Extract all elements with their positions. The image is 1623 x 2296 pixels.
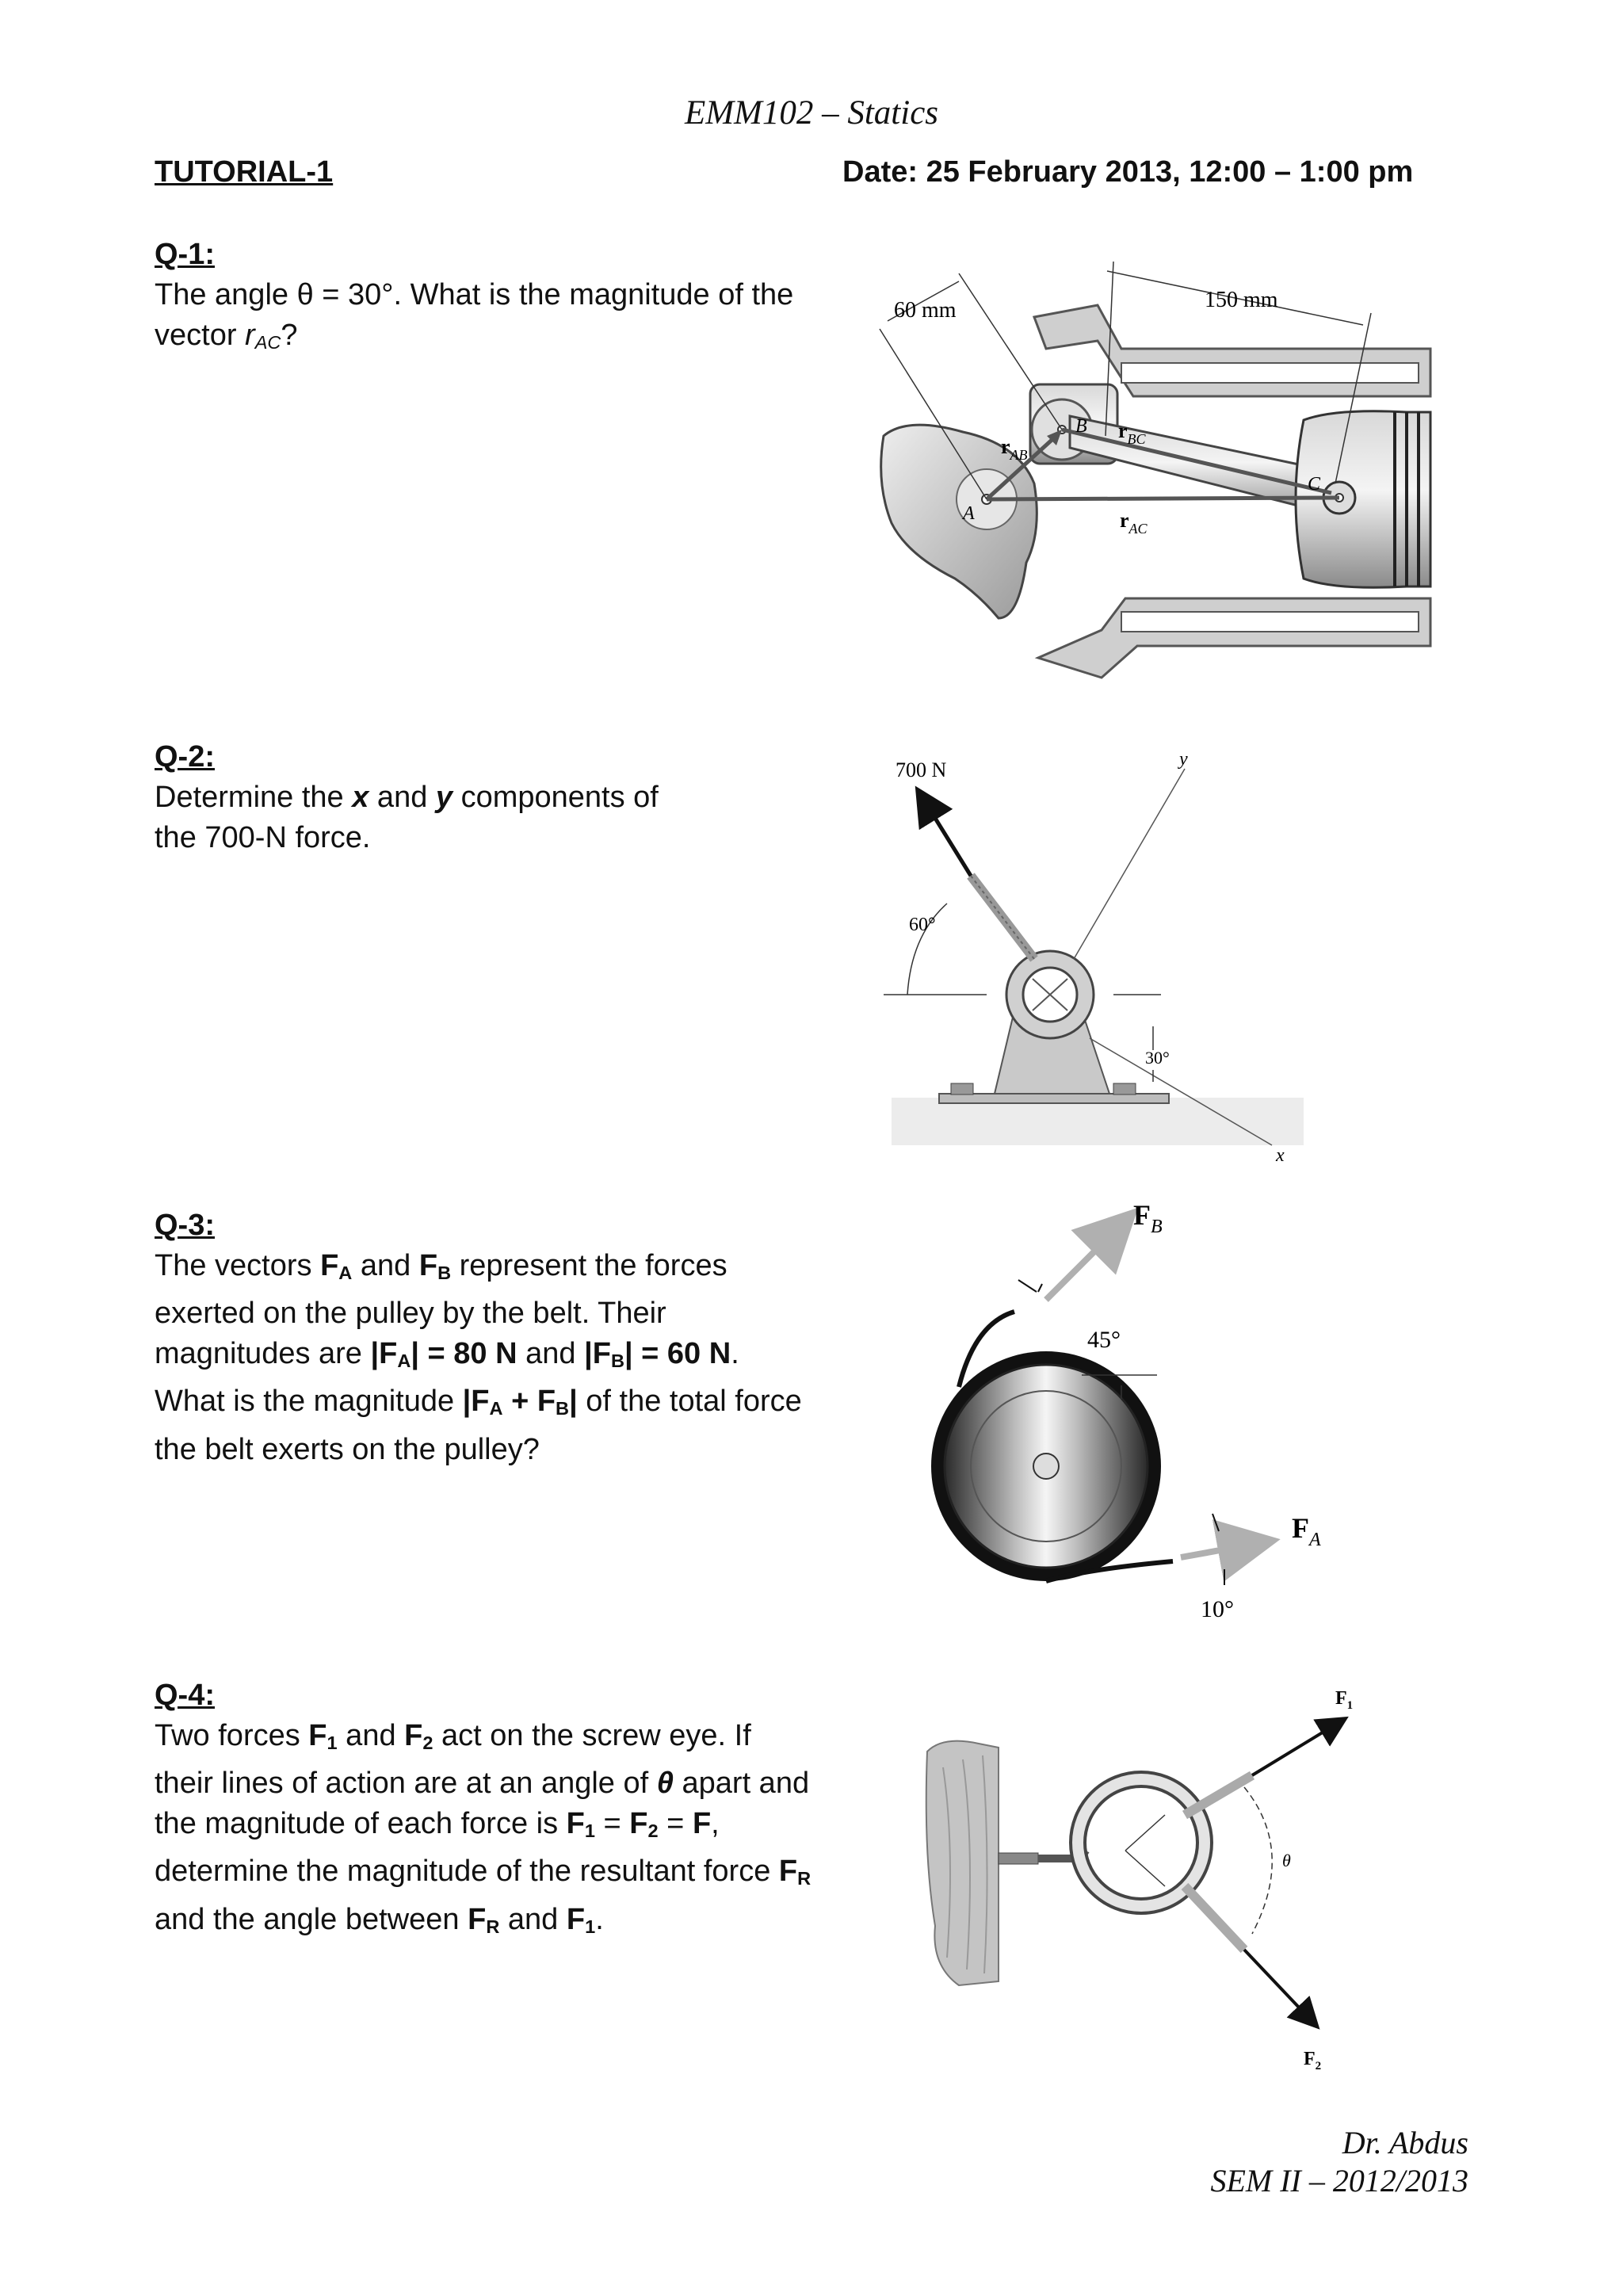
- angle-theta-label: θ: [1282, 1851, 1291, 1870]
- question-3: [155, 1205, 812, 1470]
- angle-10-label: 10°: [1201, 1596, 1234, 1622]
- angle-60-label: 60°: [909, 915, 936, 935]
- vector-rAC-label: $r_{AC}$: [1120, 509, 1148, 537]
- author-name: Dr. Abdus: [1342, 2125, 1468, 2160]
- force-700N-figure: [876, 737, 1319, 1165]
- dimension-60mm: 60 mm: [894, 298, 957, 323]
- signature-block: [1210, 2124, 1468, 2200]
- vector-rAB-label: $r_{AB}$: [1001, 435, 1028, 463]
- piston-mechanism-figure: [860, 246, 1446, 690]
- vector-rBC-label: $r_{BC}$: [1118, 419, 1146, 447]
- course-title: EMM102 – Statics: [684, 94, 939, 132]
- pulley-belt-figure: [919, 1197, 1363, 1641]
- tutorial-date: Date: 25 February 2013, 12:00 – 1:00 pm: [842, 155, 1414, 189]
- axis-y-label: y: [1179, 749, 1188, 770]
- point-C-label: C: [1308, 474, 1321, 495]
- force-FA-label: $F_A$: [1292, 1512, 1321, 1550]
- tutorial-title: TUTORIAL-1: [155, 155, 334, 189]
- question-1-text: The angle θ = 30°. What is the magnitude of the vector $r_{AC}$?: [155, 278, 794, 353]
- force-700N-label: 700 N: [896, 758, 947, 781]
- force-F2-label: $F_2$: [1304, 2049, 1322, 2073]
- point-A-label: A: [963, 503, 975, 524]
- question-2: [155, 737, 812, 858]
- question-3-heading: Q-3:: [155, 1209, 215, 1242]
- question-1: [155, 235, 812, 363]
- axis-x-label: x: [1276, 1145, 1285, 1165]
- angle-30-label: 30°: [1145, 1048, 1170, 1068]
- point-B-label: B: [1075, 416, 1087, 437]
- semester-label: SEM II – 2012/2013: [1210, 2163, 1468, 2199]
- question-4-heading: Q-4:: [155, 1679, 215, 1712]
- question-3-text: The vectors $F_A$ and $F_B$ represent the forces exerted on the pulley by the belt. Their magnitudes are $|F_A| = 80$ N and $|F_B| = 60$ N. What is the magnitude $|F_A + F_B|$ of the total force the belt exerts on the pulley?: [155, 1249, 802, 1466]
- force-F1-label: $F_1$: [1335, 1688, 1354, 1712]
- dimension-150mm: 150 mm: [1205, 288, 1278, 312]
- question-4: [155, 1675, 812, 1947]
- question-4-text: Two forces $F_1$ and $F_2$ act on the screw eye. If their lines of action are at an angle of θ apart and the magnitude of each force is $F_1 = F_2 = F$, determine the magnitude of the resultant force $F_R$ and the angle between $F_R$ and $F_1$.: [155, 1719, 812, 1937]
- question-2-text: Determine the x and y components of the 700-N force.: [155, 781, 659, 854]
- angle-45-label: 45°: [1087, 1327, 1121, 1353]
- force-FB-label: $F_B$: [1133, 1199, 1163, 1237]
- question-1-heading: Q-1:: [155, 238, 215, 271]
- question-2-heading: Q-2:: [155, 740, 215, 774]
- screw-eye-figure: [911, 1656, 1403, 2076]
